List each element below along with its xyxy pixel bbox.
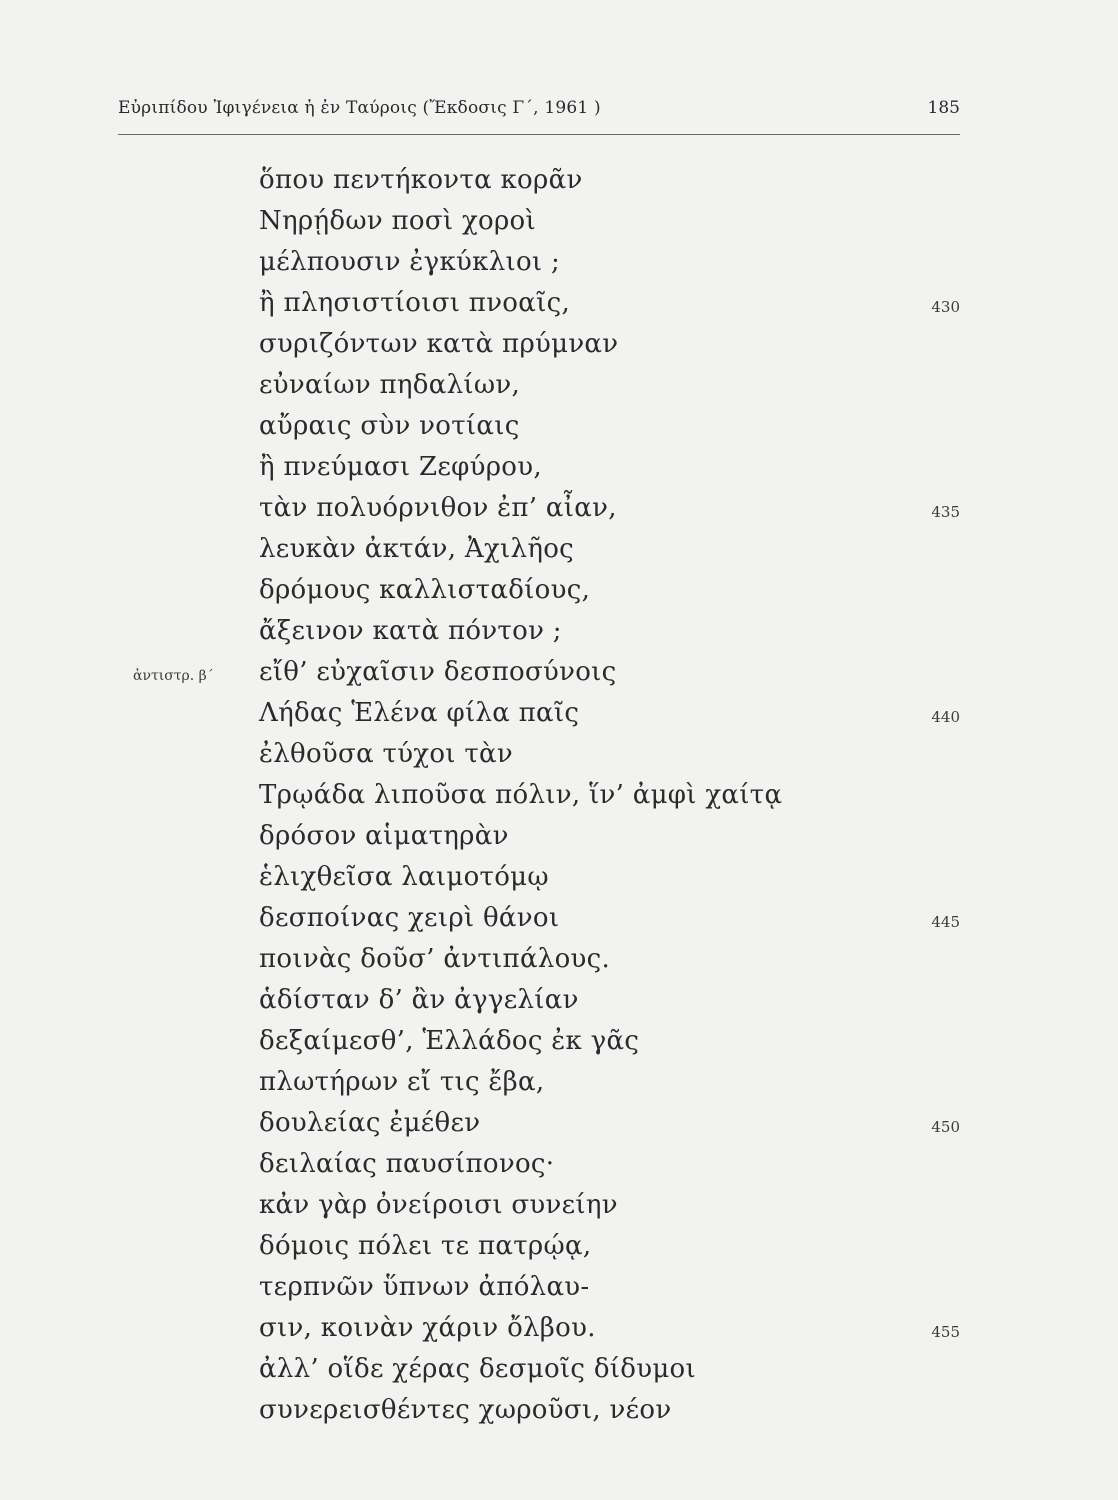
verse-line bbox=[0, 1103, 1118, 1144]
line-number: 455 bbox=[931, 1323, 960, 1341]
verse-text: ἁδίσταν δ’ ἂν ἀγγελίαν bbox=[259, 985, 579, 1015]
verse-text: δρόσον αἱματηρὰν bbox=[259, 821, 509, 851]
verse-text: δόμοις πόλει τε πατρῴᾳ, bbox=[259, 1231, 592, 1261]
verse-text: συνερεισθέντες χωροῦσι, νέον bbox=[259, 1395, 672, 1425]
verse-text: κἀν γὰρ ὀνείροισι συνείην bbox=[259, 1190, 618, 1220]
verse-line bbox=[0, 1185, 1118, 1226]
verse-line bbox=[0, 734, 1118, 775]
verse-line bbox=[0, 488, 1118, 529]
line-number: 440 bbox=[931, 708, 960, 726]
verse-text: Τρῳάδα λιποῦσα πόλιν, ἵν’ ἀμφὶ χαίτᾳ bbox=[259, 780, 783, 810]
running-title: Εὐριπίδου Ἰφιγένεια ἡ ἐν Ταύροις (Ἔκδοσις Γ΄, 1961 ) bbox=[118, 98, 601, 118]
verse-line bbox=[0, 1390, 1118, 1431]
verse-line bbox=[0, 980, 1118, 1021]
verse-line bbox=[0, 693, 1118, 734]
verse-line bbox=[0, 570, 1118, 611]
strophe-label: ἀντιστρ. β΄ bbox=[133, 668, 214, 684]
page-header bbox=[118, 98, 960, 135]
verse-line bbox=[0, 939, 1118, 980]
verse-line bbox=[0, 1226, 1118, 1267]
line-number: 450 bbox=[931, 1118, 960, 1136]
verse-block bbox=[0, 160, 1118, 1431]
verse-line bbox=[0, 529, 1118, 570]
verse-text: εἴθ’ εὐχαῖσιν δεσποσύνοις bbox=[259, 657, 617, 687]
verse-text: ποινὰς δοῦσ’ ἀντιπάλους. bbox=[259, 944, 611, 974]
verse-line bbox=[0, 816, 1118, 857]
verse-text: λευκὰν ἀκτάν, Ἀχιλῆος bbox=[259, 534, 575, 564]
verse-text: συριζόντων κατὰ πρύμναν bbox=[259, 329, 619, 359]
verse-line bbox=[0, 283, 1118, 324]
verse-text: ἢ πνεύμασι Ζεφύρου, bbox=[259, 452, 542, 482]
verse-text: τερπνῶν ὕπνων ἀπόλαυ- bbox=[259, 1272, 590, 1302]
verse-text: ἀλλ’ οἵδε χέρας δεσμοῖς δίδυμοι bbox=[259, 1354, 696, 1384]
verse-text: ἢ πλησιστίοισι πνοαῖς, bbox=[259, 288, 571, 318]
page-number: 185 bbox=[927, 98, 960, 118]
verse-text: δειλαίας παυσίπονος· bbox=[259, 1149, 555, 1179]
verse-line bbox=[0, 160, 1118, 201]
verse-text: Λήδας Ἑλένα φίλα παῖς bbox=[259, 698, 580, 728]
line-number: 445 bbox=[931, 913, 960, 931]
verse-text: δρόμους καλλισταδίους, bbox=[259, 575, 591, 605]
verse-text: δεσποίνας χειρὶ θάνοι bbox=[259, 903, 560, 933]
verse-text: αὔραις σὺν νοτίαις bbox=[259, 411, 520, 441]
verse-text: ἄξεινον κατὰ πόντον ; bbox=[259, 616, 562, 646]
verse-line bbox=[0, 898, 1118, 939]
verse-line bbox=[0, 242, 1118, 283]
verse-line bbox=[0, 611, 1118, 652]
verse-line bbox=[0, 324, 1118, 365]
verse-text: Νηρῄδων ποσὶ χοροὶ bbox=[259, 206, 537, 236]
verse-line bbox=[0, 406, 1118, 447]
verse-text: δουλείας ἐμέθεν bbox=[259, 1108, 481, 1138]
verse-line bbox=[0, 1308, 1118, 1349]
verse-text: εὐναίων πηδαλίων, bbox=[259, 370, 521, 400]
verse-line bbox=[0, 365, 1118, 406]
verse-text: δεξαίμεσθ’, Ἑλλάδος ἐκ γᾶς bbox=[259, 1026, 640, 1056]
verse-text: τὰν πολυόρνιθον ἐπ’ αἶαν, bbox=[259, 493, 617, 523]
verse-line bbox=[0, 1349, 1118, 1390]
verse-line bbox=[0, 1021, 1118, 1062]
verse-line bbox=[0, 775, 1118, 816]
line-number: 430 bbox=[931, 298, 960, 316]
verse-text: μέλπουσιν ἐγκύκλιοι ; bbox=[259, 247, 561, 277]
verse-line bbox=[0, 1144, 1118, 1185]
verse-line bbox=[0, 857, 1118, 898]
verse-text: ἑλιχθεῖσα λαιμοτόμῳ bbox=[259, 862, 549, 892]
verse-line bbox=[0, 447, 1118, 488]
verse-line bbox=[0, 1267, 1118, 1308]
verse-line bbox=[0, 1062, 1118, 1103]
line-number: 435 bbox=[931, 503, 960, 521]
verse-text: σιν, κοινὰν χάριν ὄλβου. bbox=[259, 1313, 596, 1343]
verse-text: πλωτήρων εἴ τις ἔβα, bbox=[259, 1067, 545, 1097]
verse-text: ὅπου πεντήκοντα κορᾶν bbox=[259, 165, 583, 195]
verse-line bbox=[0, 652, 1118, 693]
verse-text: ἐλθοῦσα τύχοι τὰν bbox=[259, 739, 514, 769]
verse-line bbox=[0, 201, 1118, 242]
